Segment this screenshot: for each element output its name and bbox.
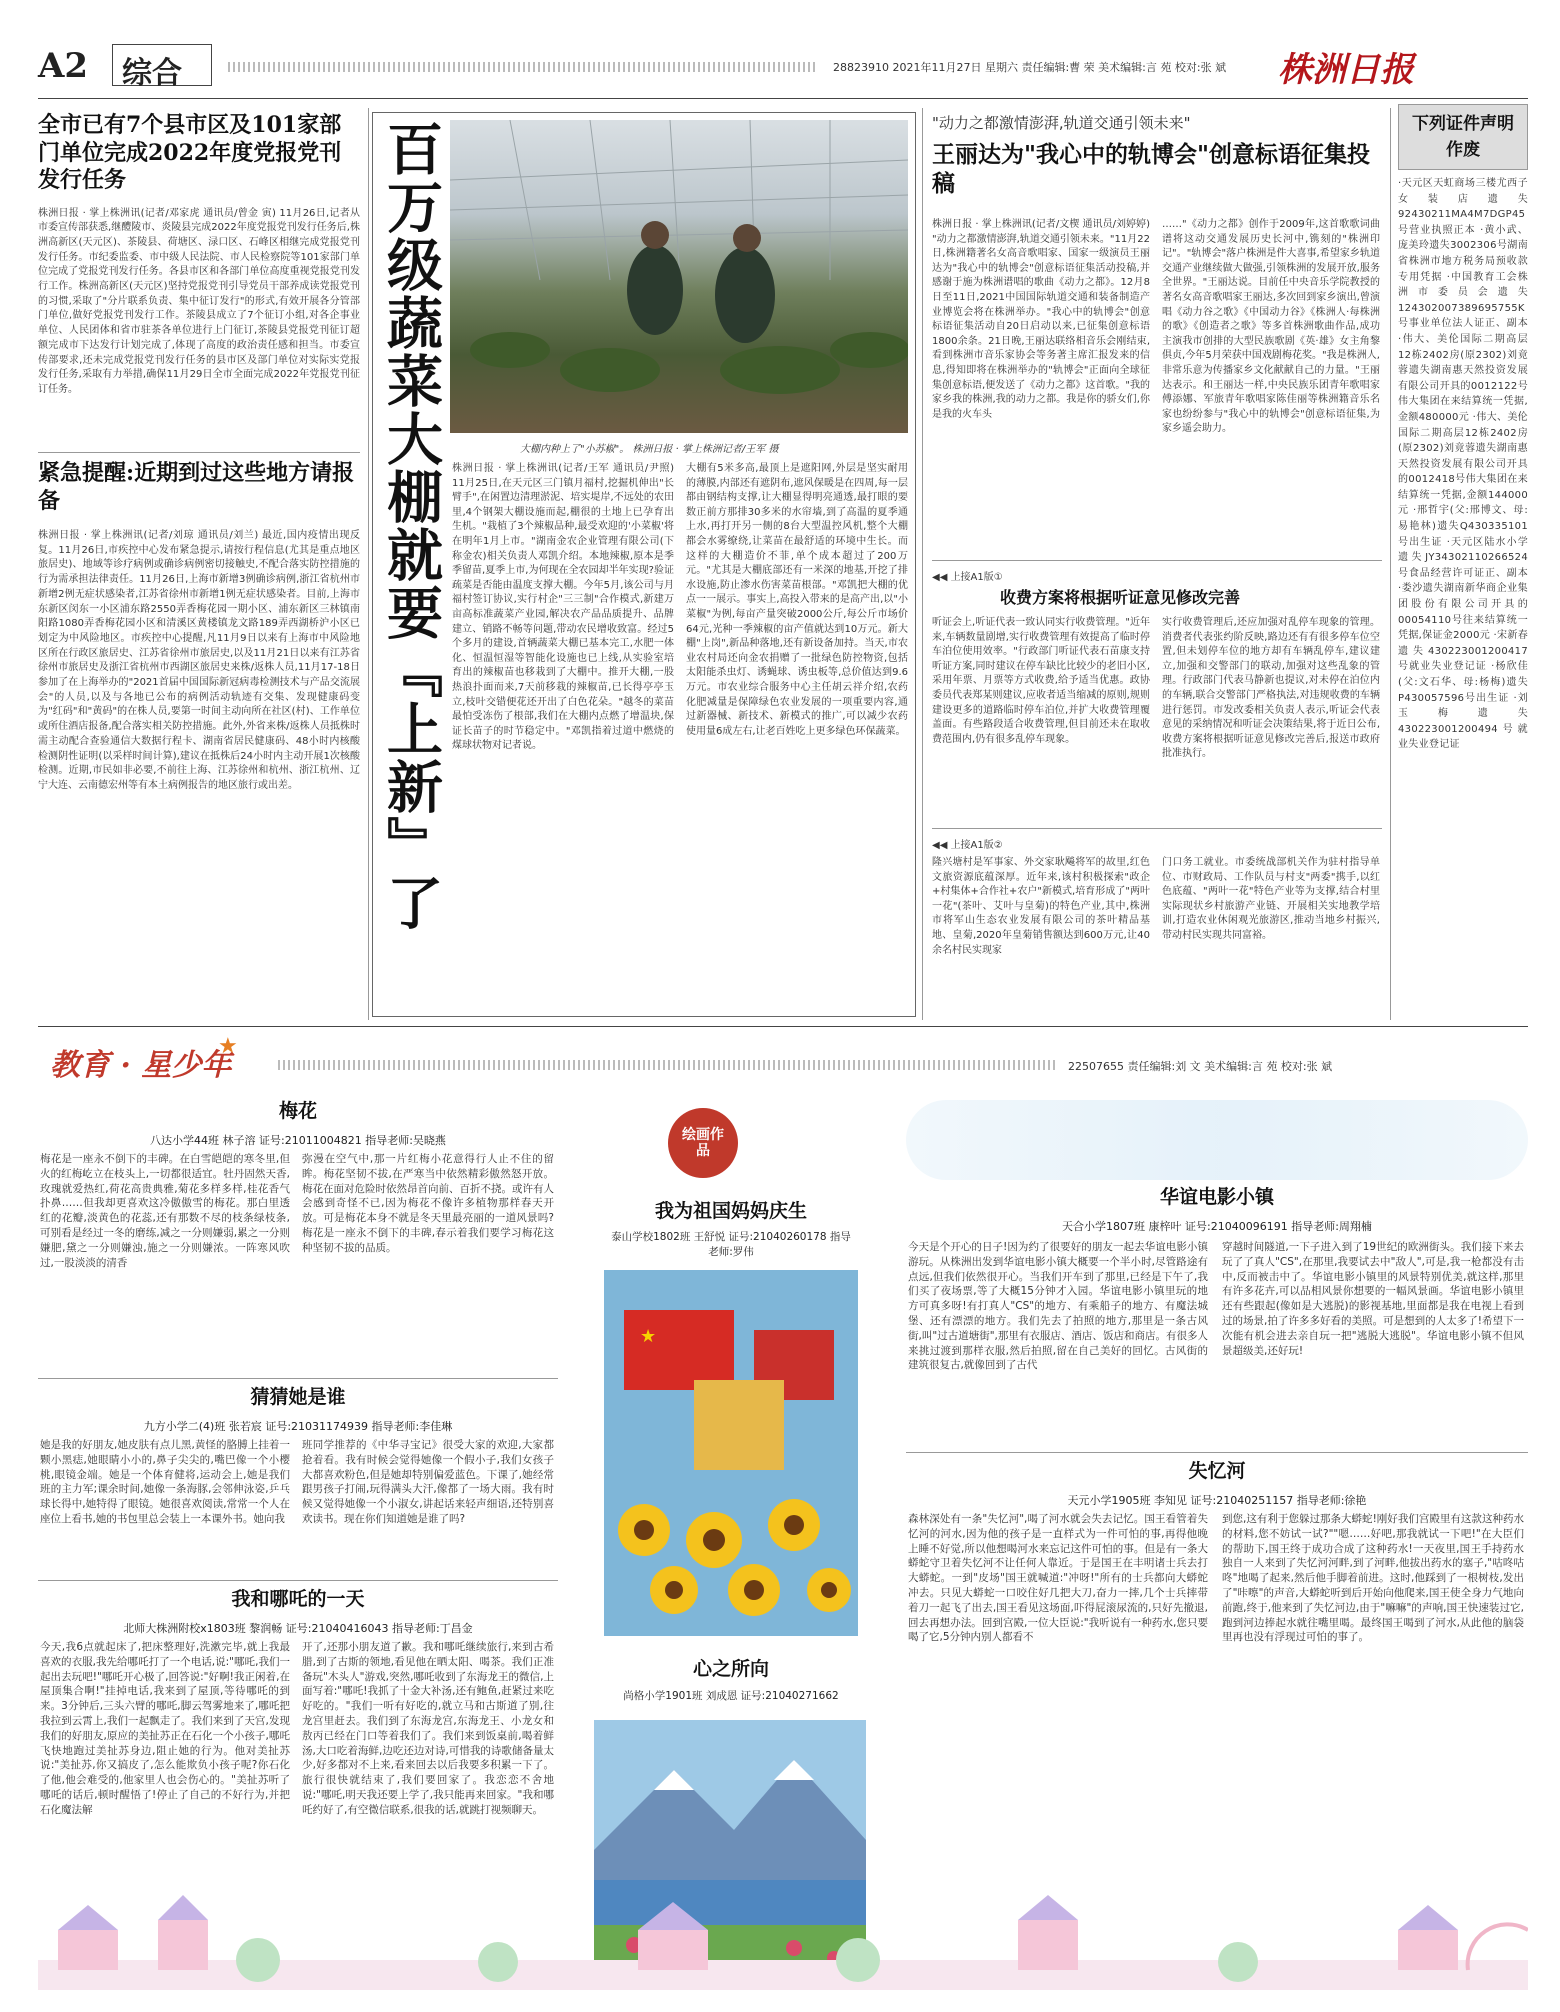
- page-code: A2: [38, 46, 89, 86]
- essay-title: 我和哪吒的一天: [231, 1588, 365, 1610]
- essay-title: 华谊电影小镇: [1159, 1186, 1274, 1208]
- essay-nezha-col2: 开了,还那小朋友道了歉。我和哪吒继续旅行,来到古希腊,到了古斯的领地,看见他在晒太阳、喝茶。我们正准备玩"木头人"游戏,突然,哪吒收到了东海龙王的微信,上面写着:"哪吒!我抓了十金大补汤,还有鲍鱼,赶紧过来吃好吃的。"我们一听有好吃的,就立马和古斯道了别,往龙宫里赶去。我们到了东海龙宫,东海龙王、小龙女和敖丙已经在门口等着我们了。我们来到饭桌前,喝着鲜汤,大口吃着海鲜,边吃还边对诗,可惜我的诗歌储备量太少,好多都对不上来,看来回去以后我要多积累一下了。旅行很快就结束了,我们要回家了。我恋恋不舍地说:"哪吒,明天我还要上学了,我只能再来回家。"我和哪吒约好了,有空微信联系,很我的话,就跳打视频聊天。: [302, 1641, 554, 1816]
- article-title: 全市已有7个县市区及101家部门单位完成2022年度党报党刊发行任务: [38, 112, 342, 193]
- article-body: 株洲日报 · 掌上株洲讯(记者/刘琼 通讯员/刘兰) 最近,国内疫情出现反复。11月26日,市疾控中心发布紧急提示,请按行程信息(尤其是重点地区旅居史)、地域等诊疗病例或确诊病例密切接触史,不配合落实防控措施的行为需承担法律责任。11月26日,上海市新增3例确诊病例,浙江省杭州市新增2例无症状感染者,江苏省徐州市新增1例无症状感染者。目前,上海市东新区闵东一小区浦东路2550弄香梅花园一期小区、浦东新区三林镇南阳路1080弄香梅花园小区和清溪区黄楼镇龙文路189弄西湖桥沪小区已划定为中风险地区。市疾控中心提醒,凡11月9日以来有上海市中风险地区所在行政区旅居史、江苏省徐州市旅居史,以及11月21日以来有江苏省徐州市旅居史及浙江省杭州市西湖区旅居史来株/返株人员,11月17-18日参加了在上海举办的"2021首届中国国际新冠病毒检测技术与产品交流展会"的人员,以及与各地已公布的病例活动轨迹有交集、发现健康码变为"红码"和"黄码"的在株人员,要第一时间主动向所在社区(村)、工作单位或所住酒店报备,配合落实相关防控措施。此外,外省来株/返株人员抵株时需主动配合查验通信大数据行程卡、湖南省居民健康码、48小时内核酸检测阴性证明(以采样时间计算),建议在抵株后24小时内主动开展1次核酸检测。近期,市民如非必要,不前往上海、江苏徐州和杭州、浙江杭州、辽宁大连、云南德宏州等有本土病例报告的地区旅行或出差。: [38, 530, 360, 791]
- artwork-title: 我为祖国妈妈庆生: [654, 1200, 807, 1222]
- divider: [906, 1452, 1528, 1453]
- divider: [38, 452, 360, 453]
- continued-label: 上接A1版②: [950, 840, 1003, 851]
- essay-guess-col2: 班同学推荐的《中华寻宝记》很受大家的欢迎,大家都抢着看。我有时候会觉得她像一个假小子,我们女孩子大都喜欢粉色,但是她却特别偏爱蓝色。下课了,她经常跟男孩子打闹,玩得满头大汗,像都了一场大雨。我有时候又觉得她像一个小淑女,讲起话来轻声细语,还特别喜欢读书。现在你们知道她是谁了吗?: [302, 1439, 554, 1525]
- wang-lida-body-col1: 株洲日报 · 掌上株洲讯(记者/文楔 通讯员/刘婷婷) "动力之都激情澎湃,轨道交通引领未来。"11月22日,株洲籍著名女高音歌唱家、国家一级演员王丽达为"我心中的轨博会"创意标语征集活动投稿,并感谢于施为株洲谱唱的歌曲《动力之都》。12月8日至11日,2021中国国际轨道交通和装备制造产业博览会将在株洲举办。"我心中的轨博会"创意标语征集活动自20日启动以来,已征集创意标语1800余条。21日晚,王丽达联络相音乐会刚结束,看到株洲市音乐家协会等务著主席汇报发来的信息,得知即将在株洲举办的"轨博会"正面向全球征集创意标语,便发送了《动力之都》这首歌。"我的家乡我的株洲,我的动力之都。我是你的骄女们,你是我的火车头: [932, 219, 1150, 420]
- greenhouse-photo-art: [450, 120, 908, 433]
- education-banner: [38, 1030, 1528, 1092]
- artwork-byline: 尚格小学1901班 刘成恩 证号:21040271662: [623, 1689, 839, 1702]
- artwork-title: 心之所向: [692, 1658, 769, 1680]
- painting-badge: 绘画作品: [668, 1108, 738, 1178]
- column-rule: [368, 108, 369, 1020]
- essay-movie-col1: 今天是个开心的日子!因为约了很要好的朋友一起去华谊电影小镇游玩。从株洲出发到华谊电影小镇大概要一个半小时,尽管路途有点远,但我们依然很开心。当我们开车到了那里,已经是下午了,我们买了夜场票,等了大概15分钟才入园。华谊电影小镇里玩的地方可真多呀!有打真人"CS"的地方、有乘船子的地方、有魔法城堡、还有漂漂的地方。我们先去了拍照的地方,那里是一条古风街,叫"过古道塘街",那里有衣服店、酒店、饭店和商店。有很多人来挑过渡到那样衣服,然后拍照,留在自己美好的回忆。古风街的建筑很复古,就像回到了古代: [908, 1241, 1208, 1372]
- svg-text:★: ★: [640, 1326, 657, 1347]
- divider: [38, 1580, 558, 1581]
- notice-sidebar: [1398, 104, 1528, 753]
- essay-river-col2: 到您,这有利于您躲过那条大蟒蛇!刚好我们宫殿里有这款这种药水的材料,您不妨试一试?""嗯……好吧,那我就试一下吧!"在大臣们的帮助下,国王终于成功合成了这种药水!一天夜里,国王手持药水独自一人来到了失忆河河畔,到了河畔,他拔出药水的塞子,"咕咚咕咚"地喝了起来,然后他手脚着前进。这时,他踩到了一根树枝,发出了"咔嚓"的声音,大蟒蛇听到后开始向他爬来,国王使全身力气地向前跑,终于,他来到了失忆河边,由于"嘛嘛"的声响,国王快速装过它,跑到河边捧起水就往嘴里喝。最终国王喝到了河水,从此他的脑袋里再也没有浮现过可怕的事了。: [1222, 1513, 1524, 1644]
- column-rule: [922, 108, 923, 1020]
- banner-stripe: [278, 1060, 1058, 1070]
- greenhouse-photo: [450, 120, 908, 433]
- divider: [38, 1378, 558, 1379]
- essay-title: 梅花: [278, 1100, 317, 1122]
- divider: [932, 560, 1382, 561]
- article-wang-lida: [932, 112, 1382, 199]
- essay-byline: 天元小学1905班 李知见 证号:21040251157 指导老师:徐艳: [1067, 1493, 1367, 1507]
- artwork-byline: 泰山学校1802班 王舒悦 证号:21040260178 指导老师:罗伟: [611, 1230, 851, 1258]
- arrows-icon: ◀◀: [932, 572, 951, 583]
- education-logo: 教育 · 星少年: [50, 1048, 232, 1083]
- article-body: 株洲日报 · 掌上株洲讯(记者/邓家虎 通讯员/曾金 寅) 11月26日,记者从市委宣传部获悉,继醴陵市、炎陵县完成2022年度党报党刊发行任务后,株洲高新区(天元区)、茶陵县、荷塘区、渌口区、石峰区相继完成党报党刊发行任务。市纪委监委、市中级人民法院、市人民检察院等101家部门单位完成了党报党刊发行任务。各县市区和各部门单位高度重视党报党刊发行工作。株洲高新区(天元区)坚持党报党刊引导党员干部养成读党报党刊的习惯,采取了"分片联系负责、集中征订发行"的形式,有效开展各分管部门单位,做好党报党刊发行工作。茶陵县成立了7个征订小组,对各企事业单位、人民团体和省市驻茶各单位进行上门征订,茶陵县党报党刊征订超额完成市下达发行计划完成了,体现了高度的政治责任感和担当。市委宣传部要求,还未完成党报党刊发行任务的县市区及部门单位对实际实党报发行任务,采取有力举措,确保11月29日全市全面完成2022年党报党刊征订任务。: [38, 207, 360, 395]
- article-title: 紧急提醒:近期到过这些地方请报备: [38, 460, 355, 514]
- article-kicker: "动力之都激情澎湃,轨道交通引领未来": [932, 114, 1191, 132]
- article-epidemic-alert: [38, 460, 360, 794]
- photo-caption: 大棚内种上了"小苏椒"。 株洲日报 · 掌上株洲记者/王军 摄: [520, 444, 779, 455]
- article-party-papers: [38, 112, 360, 398]
- painting-celebration-art: [604, 1270, 858, 1636]
- essay-title: 失忆河: [1188, 1460, 1246, 1482]
- village-body-col2: 门口务工就业。市委统战部机关作为驻村指导单位、市财政局、工作队员与村支"两委"携手,以红色底蕴、"两叶一花"特色产业等为支撑,结合村里实际现状乡村旅游产业链、开展相关实地教学培训,打造农业休闲观光旅游区,推动当地乡村振兴,带动村民实现共同富裕。: [1162, 857, 1380, 941]
- village-body-col1: 隆兴塘村是军事家、外交家耿飚将军的故里,红色文旅资源底蕴深厚。近年来,该村积极探索"政企+村集体+合作社+农户"新模式,培育形成了"两叶一花"(茶叶、艾叶与皇菊)的特色产业,其中,株洲市将军山生态农业发展有限公司的茶叶精品基地、皇菊,2020年皇菊销售额达到600万元,让40余名村民实现家: [932, 857, 1150, 956]
- wang-lida-body-col2: ……"《动力之都》创作于2009年,这首歌歌词曲谱将这动交通发展历史长河中,镌刻的"株洲印记"。"轨博会"落户株洲是件大喜事,希望家乡轨道交通产业继续做大做强,引领株洲的发展开放,服务全世界。"王丽达说。目前任中央音乐学院教授的著名女高音歌唱家王丽达,多次回到家乡演出,曾演唱《动力谷之歌》《中国动力谷》《株洲人·每株洲的歌》《创造者之歌》等多首株洲歌曲作品,成功主演我市创排的大型民族歌剧《英·雄》女主角黎俱贞,今年5月荣获中国戏剧梅花奖。"我是株洲人,非常乐意为传播家乡文化献献自己的力量。"王丽达表示。和王丽达一样,中央民族乐团青年歌唱家傅添娜、军旅青年歌唱家陈佳丽等株洲籍音乐名家也纷纷参与"我心中的轨博会"创意标语征集,为家乡遥会助力。: [1162, 219, 1380, 435]
- essay-amnesia-river: [906, 1460, 1528, 1508]
- header-rule: [38, 98, 1528, 99]
- arrows-icon: ◀◀: [932, 840, 951, 851]
- feature-body-col2: 大棚有5米多高,最顶上是遮阳网,外层是坚实耐用的薄膜,内部还有遮阴布,遮风保暖是在四周,每一层都由钢结构支撑,让大棚显得明亮通透,最打眼的要数正前方那排30多米的水帘墙,到了高温的夏季通上水,再打开另一侧的8台大型温控风机,整个大棚都会水雾缭绕,让菜苗在最舒适的环境中生长。而这样的大棚造价不菲,单个成本超过了200万元。"尤其是大棚底部还有一米深的地基,开挖了排水设施,防止渗水伤害菜苗根部。"邓凯把大棚的优点一一展示。事实上,高投入带来的是高产出,以"小菜椒"为例,每亩产量突破2000公斤,每公斤市场价64元,光种一季辣椒的亩产值就达到10万元。新大棚"上岗",新品种落地,还有新设备加持。当天,市农业农村局还向金农捐赠了一批绿色防控物资,包括太阳能杀虫灯、诱蝇球、诱虫板等,总价值达到9.6万元。市农业综合服务中心主任胡云祥介绍,农药化肥减量是保障绿色农业发展的一项重要内容,通过新器械、新技术、新模式的推广,可以减少农药使用量6成左右,让老百姓吃上更多绿色环保蔬菜。: [686, 463, 908, 737]
- article-title: 王丽达为"我心中的轨博会"创意标语征集投稿: [932, 141, 1370, 197]
- section-name: 综合: [122, 56, 182, 91]
- header-stripe: [228, 62, 818, 72]
- bottom-town-illustration: [38, 1890, 1528, 1990]
- continued-tag: [932, 568, 1003, 583]
- town-illustration-art: [38, 1890, 1528, 1990]
- divider: [932, 828, 1382, 829]
- essay-plum-col2: 弥漫在空气中,那一片红梅小花意得行人止不住的留眸。梅花坚韧不拔,在严寒当中依然精彩傲然怒开放。梅花在面对危险时依然昂首向前、百折不挠。或许有人会感到奇怪不已,因为梅花不像许多植物那样春天开放。可是梅花本身不就是冬天里最亮丽的一道风景吗?梅花是一座永不倒下的丰碑,春示着我们要学习梅花这种坚韧不拔的品质。: [302, 1153, 554, 1254]
- issue-meta: 28823910 2021年11月27日 星期六 责任编辑:曹 荣 美术编辑:言 苑 校对:张 斌: [833, 61, 1227, 74]
- feature-vertical-title: 百万级蔬菜大棚就要『上新』了: [378, 120, 443, 932]
- education-meta: 22507655 责任编辑:刘 文 美术编辑:言 苑 校对:张 斌: [1068, 1060, 1333, 1073]
- continued-tag: [932, 836, 1003, 851]
- fee-body-col2: 实行收费管理后,还应加强对乱停车现象的管理。消费者代表张约阶反映,路边还有有很多停车位空置,但未划停车位的地方却有车辆乱停车,建议建立,加强和交警部门的联动,加强对这些乱象的管理。行政部门代表马静新也提议,对未停在泊位内的车辆,联合交警部门严格执法,对违规收费的车辆进行惩罚。市发改委相关负责人表示,听证会代表意见的采纳情况和听证会决策结果,将于近日公布,收费方案将根据听证意见修改完善后,报送市政府批准执行。: [1162, 617, 1380, 760]
- notice-title: 下列证件声明作废: [1398, 104, 1528, 170]
- article-title: 收费方案将根据听证意见修改完善: [1000, 588, 1241, 607]
- star-icon: ★: [218, 1034, 238, 1059]
- essay-movie-town: [906, 1186, 1528, 1234]
- artwork-celebration: [566, 1200, 896, 1260]
- painting-celebration: [604, 1270, 858, 1636]
- essay-plum-col1: 梅花是一座永不倒下的丰碑。在白雪皑皑的寒冬里,但火的红梅屹立在枝头上,一切都很适宜。牡丹固然天香,玫瑰就爱热红,荷花高贵典雅,菊花多样多样,桂花香气扑鼻……但我却更喜欢这冷傲傲雪的梅花。那白里透红的花瓣,淡黄色的花蕊,还有那数不尽的枝条绿枝条,可别看是经过一冬的磨练,减之一分则嫌弱,累之一分则嫌肥,黛之一分则嫌浊,施之一分则嫌浓。一阵寒风吹过,一股淡淡的清香: [40, 1153, 290, 1269]
- sky-decoration: [906, 1100, 1528, 1180]
- section-rule: [38, 1026, 1528, 1027]
- essay-river-col1: 森林深处有一条"失忆河",喝了河水就会失去记忆。国王看管着失忆河的河水,因为他的孩子是一直样式为一件可怕的事,再得他晚上睡不好觉,所以他想喝河水来忘记这件可怕的事。但是有一条大蟒蛇守卫着失忆河不让任何人靠近。于是国王在丰明诸士兵去打大蟒蛇。一到"皮场"国王就喊道:"冲呀!"所有的士兵都向大蟒蛇冲去。只见大蟒蛇一口咬住好几把大刀,奋力一摔,几个士兵摔带着刀一起飞了出去,国王看见这场面,吓得屁滚尿流的,只好先撤退,回去再想办法。回到宫殿,一位大臣说:"我听说有一种药水,您只要喝了它,5分钟内别人都看不: [908, 1513, 1208, 1644]
- essay-guess: [38, 1386, 558, 1434]
- page-header: [38, 40, 1528, 92]
- essay-byline: 八达小学44班 林子溶 证号:21011004821 指导老师:吴晓燕: [150, 1133, 446, 1147]
- continued-label: 上接A1版①: [950, 572, 1003, 583]
- essay-nezha: [38, 1588, 558, 1636]
- essay-movie-col2: 穿越时间隧道,一下子进入到了19世纪的欧洲街头。我们接下来去玩了了真人"CS",在那里,我要试去中"敌人",可是,我一枪都没有击中,反而被击中了。华谊电影小镇里的风景特别优美,就这样,那里有许多花卉,可以品相风景你想要的一幅风景画。华谊电影小镇里还有些跟起(像如是大逃脱)的影视基地,里面都是我在电视上看到过的场景,拍了许多多好看的美照。可是想到的人太多了!希望下一次能有机会进去亲自玩一把"逃脱大逃脱"。华谊电影小镇不但风景超级美,还好玩!: [1222, 1241, 1524, 1357]
- fee-body-col1: 听证会上,听证代表一致认同实行收费管理。"近年来,车辆数量剧增,实行收费管理有效提高了临时停车泊位使用效率。"行政部门听证代表石苗康支持听证方案,同时建议在停车缺比比较少的老旧小区,采用年票、月票等方式收费,给予适当优惠。政协委员代表郑某则建议,应收者适当缩减的原则,规则建设更多的道路临时停车泊位,并扩大收费管理覆盖面。有些路段适合收费管理,但目前还未在取收费范围内,仍有很多乱停车现象。: [932, 617, 1150, 745]
- essay-plum: [38, 1100, 558, 1156]
- essay-title: 猜猜她是谁: [250, 1386, 346, 1408]
- essay-guess-col1: 她是我的好朋友,她皮肤有点儿黑,黄怪的胳膊上挂着一颗小黑痣,她眼睛小小的,鼻子尖尖的,嘴巴像一个小樱桃,眼镜金端。她是一个体育健将,运动会上,她是我们班的主力军;课余时间,她像一条海豚,会邻伸泳姿,乒乓球长得中,她特得了眼镜。她很喜欢阅读,常常一个人在座位上看书,她的书包里总会装上一本课外书。她向我: [40, 1439, 290, 1525]
- essay-nezha-col1: 今天,我6点就起床了,把床整理好,洗漱完毕,就上我最喜欢的衣服,我先给哪吒打了一个电话,说:"哪吒,我们一起出去玩吧!"哪吒开心极了,回答说:"好啊!我正闲着,在屋顶集合啊!"挂掉电话,我来到了屋顶,等待哪吒的到来。3分钟后,三头六臂的哪吒,脚云驾雾地来了,哪吒把我拉到云霄上,我们一起飘走了。我们来到了天宫,发现我们的好朋友,原应的美扯苏正在石化一个小孩子,哪吒飞快地跑过美扯苏身边,阻止她的行为。他对美扯苏说:"美扯苏,你又搞皮了,怎么能欺负小孩子呢?你石化了他,他会难受的,他家里人也会伤心的。"美扯苏听了哪吒的话后,顿时醒悟了!停止了自己的不好行为,并把石化魔法解: [40, 1641, 290, 1816]
- notice-body: ·天元区天虹商场三楼尤西子女装店遗失92430211MA4M7DGP45号营业执照正本 ·黄小武、庞美玲遗失3002306号湖南省株洲市地方税务局预收款专用凭据 ·中国教育工会株洲市委员会遗失124302007389695755K号事业单位法人证正、副本 ·伟大、美伦国际二期高层12栋2402房(原2302)刘竟蓉遗失湖南惠天然投资发展有限公司开具的0012122号伟大集团在来结算统一凭据,金额480000元 ·伟大、美伦国际二期高层12栋2402房(原2302)刘竟蓉遗失湖南惠天然投资发展有限公司开具的0012418号伟大集团在来结算统一凭据,金额144000元 ·邢哲宇(父:邢博文、母:易艳林)遗失Q430335101号出生证 ·天元区陆水小学遗失JY34302110266524号食品经营许可证正、副本 ·娄沙遗失湖南新华商企业集团股份有限公司开具的00054110号往来结算统一凭据,保证金2000元 ·宋新春遗失430223001200417号就业失业登记证 ·杨欣佳(父:文石华、母:杨梅)遗失P430057596号出生证 ·刘玉梅遗失430223001200494号就业失业登记证: [1398, 178, 1528, 751]
- essay-byline: 北师大株洲附校x1803班 黎润畅 证号:21040416043 指导老师:丁昌金: [123, 1621, 473, 1635]
- column-rule: [1390, 108, 1391, 1020]
- essay-byline: 九方小学二(4)班 张若宸 证号:21031174939 指导老师:李佳琳: [143, 1419, 453, 1433]
- masthead-logo: 株洲日报: [1278, 50, 1414, 90]
- artwork-heart: [566, 1658, 896, 1703]
- feature-body-col1: 株洲日报 · 掌上株洲讯(记者/王军 通讯员/尹照) 11月25日,在天元区三门镇月福村,挖掘机伸出"长臂手",在闲置边清理淤泥、培实堤岸,不远处的农田里,4个钢架大棚设施而起,棚很的土地上已孕育出生机。"栽植了3个辣椒品种,最受欢迎的'小菜椒'将在明年1月上市。"湖南金农企业管理有限公司(下称金农)相关负责人邓凯介绍。本地辣椒,原本是季季留苗,夏季上市,为何现在全农园却半年实现?验证疏菜是否能由温度支撑大棚。今年5月,该公司与月福村签订协议,实行村企"三三制"合作模式,新建万亩高标准蔬菜产业园,解决农产品品质提升、品牌建立、销路不畅等问题,带动农民增收致富。经过5个多月的建设,首辆蔬菜大棚已基本完工,水肥一体化、恒温恒湿等智能化设施也已上线,从实验室培育出的辣椒苗也移栽到了大棚中。推开大棚,一股热浪扑面而来,7天前移栽的辣椒苗,已长得亭亭玉立,枝叶交错便花还开出了白色花朵。"越冬的菜苗最怕受冻伤了根部,我们在大棚内点燃了增温块,保证长苗子的时节稳定中。"邓凯指着过道中燃烧的煤球状物对记者说。: [452, 463, 674, 752]
- essay-byline: 天合小学1807班 康梓叶 证号:21040096191 指导老师:周翔楠: [1062, 1219, 1372, 1233]
